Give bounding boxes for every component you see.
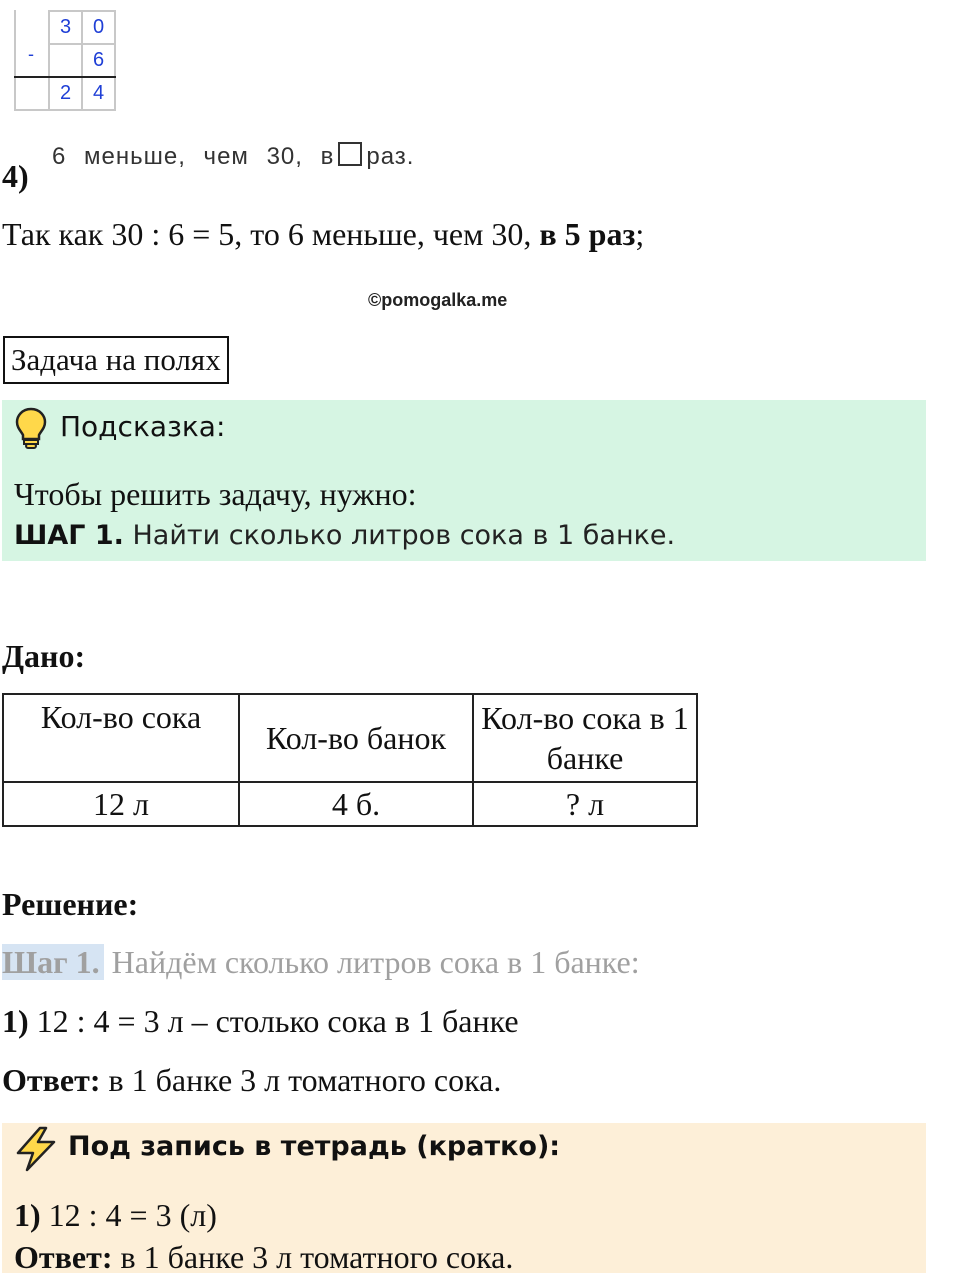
task4-number: 4) bbox=[2, 158, 29, 194]
solution-step-text: Найдём сколько литров сока в 1 банке: bbox=[111, 944, 640, 980]
table-cell: 12 л bbox=[3, 782, 239, 826]
notebook-line1-text: 12 : 4 = 3 (л) bbox=[48, 1197, 217, 1233]
column-subtraction-grid bbox=[14, 10, 116, 110]
notebook-line1-num: 1) bbox=[14, 1197, 41, 1233]
solution-step-label: Шаг 1. bbox=[2, 944, 104, 980]
empty-box-icon bbox=[338, 142, 362, 166]
hint-step-text: Найти сколько литров сока в 1 банке. bbox=[132, 520, 676, 551]
hint-line1: Чтобы решить задачу, нужно: bbox=[14, 476, 417, 512]
digit-top-ones: 0 bbox=[92, 16, 105, 38]
table-header-cell: Кол-во банок bbox=[239, 694, 473, 782]
notebook-answer-text: в 1 банке 3 л томатного сока. bbox=[120, 1239, 514, 1275]
digit-middle-ones: 6 bbox=[92, 49, 105, 71]
lightning-icon bbox=[14, 1126, 58, 1172]
notebook-line1 bbox=[14, 1197, 217, 1234]
lightbulb-icon bbox=[14, 406, 48, 450]
solution-step bbox=[2, 944, 640, 981]
hint-step-label: ШАГ 1. bbox=[14, 520, 124, 551]
task4-answer bbox=[2, 216, 644, 253]
table-header-cell: Кол-во сока bbox=[3, 694, 239, 782]
task4-statement-part2: раз. bbox=[366, 143, 415, 170]
solution-line1 bbox=[2, 1003, 519, 1040]
task4-answer-bold: в 5 раз bbox=[539, 216, 636, 252]
minus-sign: - bbox=[28, 44, 34, 64]
given-table bbox=[2, 693, 698, 827]
section-title: Задача на полях bbox=[3, 336, 229, 384]
digit-result-tens: 2 bbox=[59, 82, 72, 104]
solution-answer-text: в 1 банке 3 л томатного сока. bbox=[108, 1062, 502, 1098]
solution-line1-text: 12 : 4 = 3 л – столько сока в 1 банке bbox=[36, 1003, 519, 1039]
table-header-cell: Кол-во сока в 1 банке bbox=[473, 694, 697, 782]
table-row bbox=[3, 694, 697, 782]
task4-statement bbox=[52, 142, 414, 171]
digit-result-ones: 4 bbox=[92, 82, 105, 104]
hint-step bbox=[14, 520, 675, 551]
task4-answer-suffix: ; bbox=[635, 216, 645, 252]
notebook-answer bbox=[14, 1239, 513, 1276]
hint-title: Подсказка: bbox=[60, 410, 226, 443]
notebook-title: Под запись в тетрадь (кратко): bbox=[68, 1131, 561, 1162]
solution-answer-label: Ответ: bbox=[2, 1062, 101, 1098]
solution-label: Решение: bbox=[2, 886, 139, 922]
solution-line1-num: 1) bbox=[2, 1003, 29, 1039]
task4-answer-prefix: Так как 30 : 6 = 5, то 6 меньше, чем 30, bbox=[2, 216, 532, 252]
digit-top-tens: 3 bbox=[59, 16, 72, 38]
watermark: ©pomogalka.me bbox=[368, 290, 508, 310]
task4-statement-part1: 6 меньше, чем 30, в bbox=[52, 143, 335, 170]
solution-answer bbox=[2, 1062, 501, 1099]
table-cell: 4 б. bbox=[239, 782, 473, 826]
table-row bbox=[3, 782, 697, 826]
given-label: Дано: bbox=[2, 638, 86, 674]
table-cell: ? л bbox=[473, 782, 697, 826]
notebook-answer-label: Ответ: bbox=[14, 1239, 113, 1275]
